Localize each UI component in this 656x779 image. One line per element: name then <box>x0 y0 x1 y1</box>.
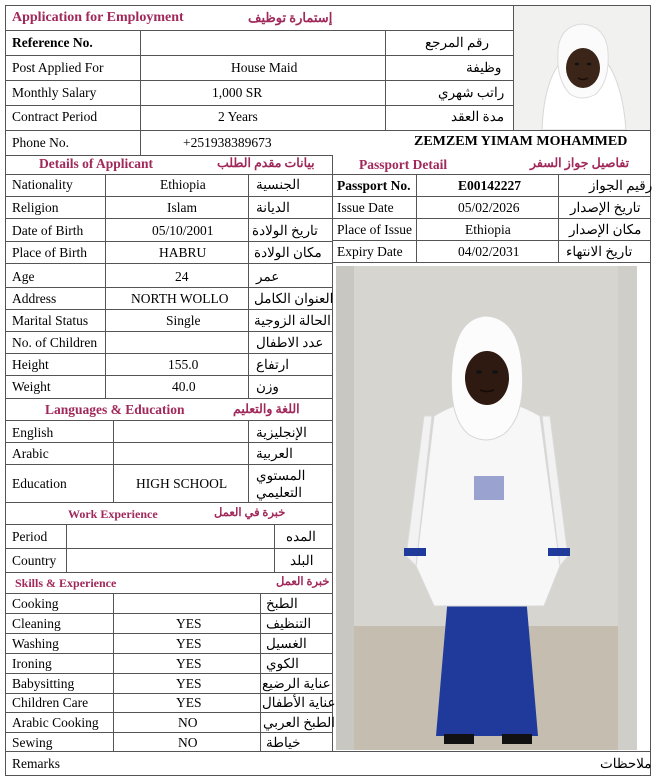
salary-label-ar: راتب شهري <box>438 85 505 100</box>
pob-label: Place of Birth <box>12 245 87 260</box>
phone-label: Phone No. <box>12 135 69 150</box>
place-issue-label: Place of Issue <box>337 222 412 237</box>
english-label-ar: الإنجليزية <box>256 425 307 440</box>
title-en: Application for Employment <box>12 10 184 25</box>
arabic-cooking-value: NO <box>178 715 198 730</box>
dob-label: Date of Birth <box>12 223 84 238</box>
babysitting-value: YES <box>176 676 202 691</box>
washing-value: YES <box>176 636 202 651</box>
marital-label: Marital Status <box>12 313 89 328</box>
children-label: No. of Children <box>12 335 98 350</box>
dob-label-ar: تاريخ الولادة <box>252 223 318 238</box>
issue-date-label: Issue Date <box>337 200 394 215</box>
cooking-label-ar: الطبخ <box>266 596 298 611</box>
address-value: NORTH WOLLO <box>131 291 229 306</box>
nationality-label-ar: الجنسية <box>256 177 301 192</box>
details-title-en: Details of Applicant <box>39 156 154 171</box>
reference-label: Reference No. <box>12 35 93 50</box>
height-value: 155.0 <box>168 357 199 372</box>
contract-value: 2 Years <box>218 109 258 124</box>
issue-date-label-ar: تاريخ الإصدار <box>570 200 641 215</box>
english-label: English <box>12 425 54 440</box>
ironing-value: YES <box>176 656 202 671</box>
weight-label-ar: وزن <box>256 379 279 394</box>
title-ar: إستمارة توظيف <box>248 10 333 25</box>
ironing-label: Ironing <box>12 656 52 671</box>
marital-value: Single <box>166 313 201 328</box>
passport-title-en: Passport Detail <box>359 157 448 172</box>
dob-value: 05/10/2001 <box>152 223 214 238</box>
phone-value: +251938389673 <box>183 135 272 150</box>
place-issue-label-ar: مكان الإصدار <box>569 222 642 237</box>
education-value: HIGH SCHOOL <box>136 476 228 491</box>
childcare-value: YES <box>176 695 202 710</box>
cooking-label: Cooking <box>12 596 59 611</box>
languages-title-ar: اللغة والتعليم <box>233 402 300 416</box>
sewing-label-ar: خياطة <box>266 735 301 750</box>
babysitting-label-ar: عناية الرضيع <box>262 676 331 691</box>
issue-date-value: 05/02/2026 <box>458 200 520 215</box>
cleaning-label-ar: التنظيف <box>266 616 312 631</box>
period-label: Period <box>12 529 48 544</box>
religion-value: Islam <box>167 200 197 215</box>
washing-label: Washing <box>12 636 59 651</box>
sewing-label: Sewing <box>12 735 53 750</box>
skills-title-en: Skills & Experience <box>15 576 117 590</box>
childcare-label: Children Care <box>12 695 89 710</box>
applicant-portrait <box>514 6 650 130</box>
washing-label-ar: الغسيل <box>266 636 307 651</box>
passport-no-label-ar: رقيم الجواز <box>589 178 653 193</box>
remarks-label: Remarks <box>12 756 60 771</box>
expiry-date-label-ar: تاريخ الانتهاء <box>566 244 633 259</box>
cleaning-label: Cleaning <box>12 616 61 631</box>
post-label-ar: وظيفة <box>466 60 502 75</box>
applicant-full-photo <box>336 266 637 750</box>
arabic-label-ar: العربية <box>256 446 293 461</box>
age-label: Age <box>12 269 35 284</box>
skills-title-ar: خبرة العمل <box>276 576 330 588</box>
contract-label: Contract Period <box>12 109 98 124</box>
babysitting-label: Babysitting <box>12 676 75 691</box>
arabic-cooking-label: Arabic Cooking <box>12 715 99 730</box>
country-label-ar: البلد <box>290 553 314 568</box>
weight-value: 40.0 <box>172 379 196 394</box>
post-value: House Maid <box>231 60 298 75</box>
weight-label: Weight <box>12 379 51 394</box>
age-label-ar: عمر <box>256 269 280 284</box>
address-label-ar: العنوان الكامل <box>254 291 334 306</box>
languages-title-en: Languages & Education <box>45 402 185 417</box>
pob-label-ar: مكان الولادة <box>254 245 322 260</box>
work-title-en: Work Experience <box>68 507 158 521</box>
passport-title-ar: تفاصيل جواز السفر <box>530 156 630 170</box>
post-label: Post Applied For <box>12 60 104 75</box>
education-label-ar-2: التعليمي <box>256 485 303 500</box>
arabic-cooking-label-ar: الطبخ العربي <box>263 715 335 730</box>
sewing-value: NO <box>178 735 198 750</box>
salary-label: Monthly Salary <box>12 85 97 100</box>
period-label-ar: المده <box>286 529 316 544</box>
expiry-date-value: 04/02/2031 <box>458 244 520 259</box>
contract-label-ar: مدة العقد <box>451 109 505 124</box>
pob-value: HABRU <box>159 245 207 260</box>
nationality-value: Ethiopia <box>160 177 206 192</box>
passport-no-label: Passport No. <box>337 178 411 193</box>
place-issue-value: Ethiopia <box>465 222 511 237</box>
reference-label-ar: رقم المرجع <box>425 35 489 50</box>
country-label: Country <box>12 553 57 568</box>
children-label-ar: عدد الاطفال <box>256 335 324 350</box>
education-label: Education <box>12 476 67 491</box>
details-title-ar: بيانات مقدم الطلب <box>217 156 315 170</box>
childcare-label-ar: عناية الأطفال <box>262 695 336 710</box>
salary-value: 1,000 SR <box>212 85 263 100</box>
remarks-label-ar: ملاحظات <box>600 756 652 771</box>
cleaning-value: YES <box>176 616 202 631</box>
ironing-label-ar: الكوي <box>266 656 299 671</box>
work-title-ar: خبرة في العمل <box>214 507 286 519</box>
passport-no-value: E00142227 <box>458 178 522 193</box>
nationality-label: Nationality <box>12 177 73 192</box>
expiry-date-label: Expiry Date <box>337 244 403 259</box>
arabic-label: Arabic <box>12 446 49 461</box>
height-label: Height <box>12 357 49 372</box>
height-label-ar: ارتفاع <box>256 357 290 372</box>
address-label: Address <box>12 291 57 306</box>
age-value: 24 <box>175 269 189 284</box>
religion-label: Religion <box>12 200 59 215</box>
marital-label-ar: الحالة الزوجية <box>254 313 331 328</box>
religion-label-ar: الديانة <box>256 200 290 215</box>
applicant-name: ZEMZEM YIMAM MOHAMMED <box>414 134 628 149</box>
education-label-ar: المستوي <box>256 468 306 483</box>
